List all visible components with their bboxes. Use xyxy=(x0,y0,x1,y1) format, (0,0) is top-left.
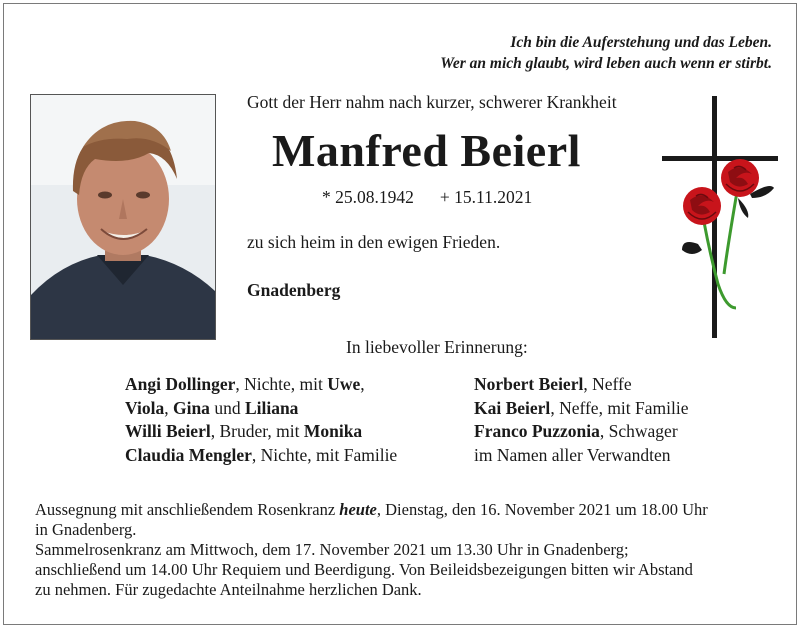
notes-line-3: Sammelrosenkranz am Mittwoch, dem 17. November 2021 um 13.30 Uhr in Gnadenberg; xyxy=(35,540,629,559)
notes-line-4: anschließend um 14.00 Uhr Requiem und Beerdigung. Von Beileidsbezeigungen bitten wir Abstand xyxy=(35,560,693,579)
mourner-name: Franco Puzzonia xyxy=(474,421,600,441)
mourner-name: Viola xyxy=(125,397,165,418)
mourner-name: Angi Dollinger xyxy=(125,374,236,394)
mourner-line xyxy=(474,420,689,444)
mourner-relation: , xyxy=(164,397,173,418)
bible-verse xyxy=(440,32,772,74)
mourner-name: Uwe xyxy=(327,374,361,394)
mourner-name: Monika xyxy=(303,421,363,441)
memory-heading: In liebevoller Erinnerung: xyxy=(346,337,528,357)
mourners-left-column xyxy=(125,373,397,467)
mourner-relation: , Neffe, mit Familie xyxy=(550,397,689,418)
notes-line-1 xyxy=(35,500,708,520)
intro-text: Gott der Herr nahm nach kurzer, schwerer Krankheit xyxy=(247,92,617,112)
mourner-name: Willi Beierl xyxy=(125,421,211,441)
mourner-relation: , Nichte, mit xyxy=(235,374,328,394)
place-name: Gnadenberg xyxy=(247,280,341,300)
peace-text: zu sich heim in den ewigen Frieden. xyxy=(247,232,501,252)
mourner-relation: und xyxy=(209,397,245,418)
mourner-line xyxy=(474,373,689,397)
bible-verse-line-2: Wer an mich glaubt, wird leben auch wenn er stirbt. xyxy=(440,55,772,72)
mourner-relation: , Neffe xyxy=(583,374,632,394)
notes-emphasis: heute xyxy=(339,500,377,519)
mourner-relation: , Bruder, mit xyxy=(210,421,304,441)
death-date: + 15.11.2021 xyxy=(439,187,533,207)
mourner-relation: , xyxy=(360,374,365,394)
mourner-line xyxy=(474,444,689,468)
mourner-relation: , Schwager xyxy=(599,421,678,441)
mourner-line xyxy=(125,373,397,397)
cross-with-roses-icon xyxy=(658,94,782,349)
mourner-line xyxy=(474,397,689,421)
mourner-line xyxy=(125,444,397,468)
mourner-line xyxy=(125,397,397,421)
mourner-name: Norbert Beierl xyxy=(474,374,584,394)
notes-line-5: zu nehmen. Für zugedachte Anteilnahme herzlichen Dank. xyxy=(35,580,422,599)
mourner-relation: , Nichte, mit Familie xyxy=(251,444,398,465)
bible-verse-line-1: Ich bin die Auferstehung und das Leben. xyxy=(510,34,772,51)
mourner-line xyxy=(125,420,397,444)
notes-text: Aussegnung mit anschließendem Rosenkranz xyxy=(35,500,340,519)
deceased-name: Manfred Beierl xyxy=(272,125,581,176)
mourner-name: Liliana xyxy=(244,397,299,418)
mourner-relation: im Namen aller Verwandten xyxy=(474,444,671,465)
portrait-photo xyxy=(30,94,216,340)
mourners-right-column xyxy=(474,373,689,467)
service-notes xyxy=(35,500,708,600)
birth-date: * 25.08.1942 xyxy=(322,187,414,207)
notes-line-2: in Gnadenberg. xyxy=(35,520,137,539)
life-dates xyxy=(322,187,532,208)
notes-text: , Dienstag, den 16. November 2021 um 18.00 Uhr xyxy=(376,500,708,519)
mourner-name: Gina xyxy=(172,397,210,418)
mourner-name: Kai Beierl xyxy=(474,397,551,418)
mourner-name: Claudia Mengler xyxy=(125,444,252,465)
obituary-notice xyxy=(3,3,797,625)
